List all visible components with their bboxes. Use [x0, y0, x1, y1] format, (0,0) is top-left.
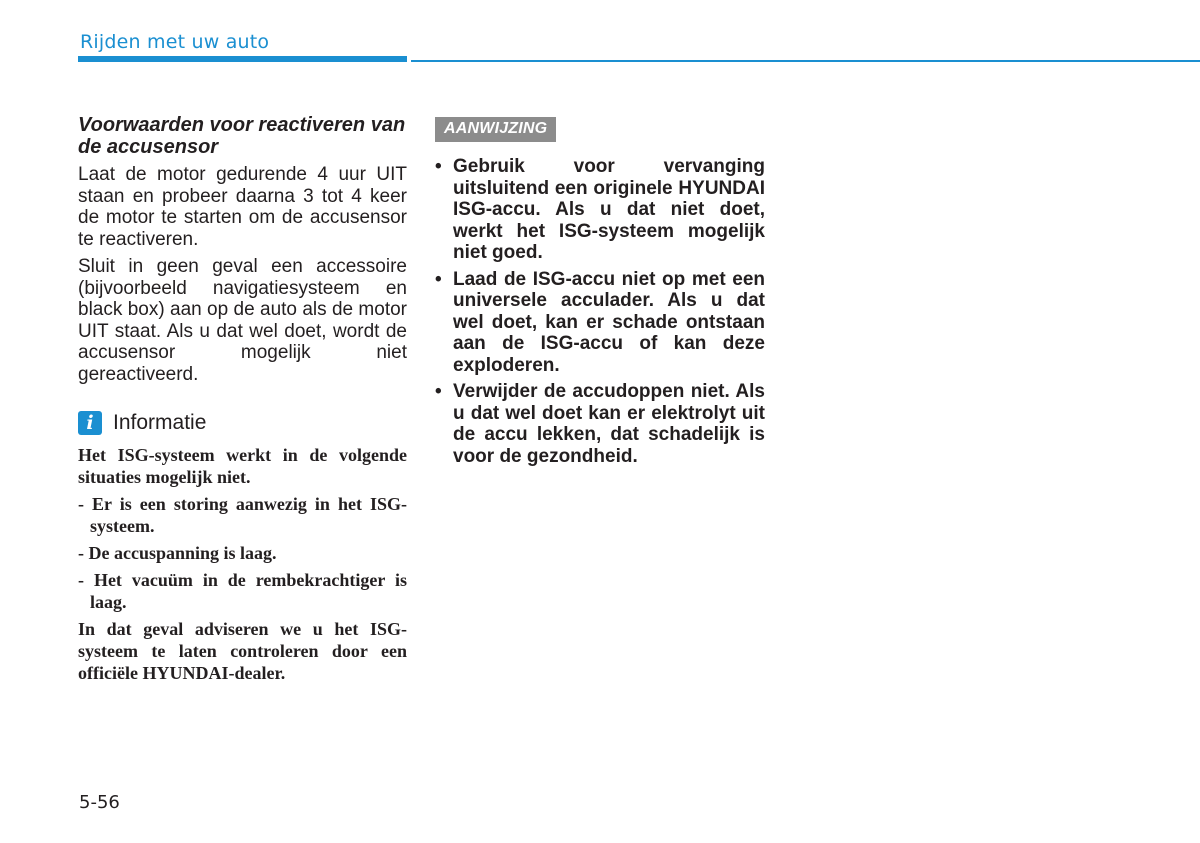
subheading-reactivate-sensor: Voorwaarden voor reactiveren van de accusensor: [78, 114, 406, 158]
notice-item: [435, 156, 765, 264]
notice-item-text: Gebruik voor vervanging uitsluitend een originele HYUNDAI ISG-accu. Als u dat niet doet, werkt het ISG-systeem mogelijk niet goed.: [453, 156, 765, 263]
info-list-item: - De accuspanning is laag.: [78, 543, 277, 563]
info-list-item: - Er is een storing aanwezig in het ISG-systeem.: [78, 494, 407, 536]
section-title: Rijden met uw auto: [80, 31, 270, 53]
notice-badge: AANWIJZING: [435, 117, 556, 142]
info-list-item: - Het vacuüm in de rembekrachtiger is laag.: [78, 570, 407, 612]
info-title: Informatie: [113, 411, 207, 434]
paragraph: Laat de motor gedurende 4 uur UIT staan en probeer daarna 3 tot 4 keer de motor te starten om de accusensor te reactiveren.: [78, 164, 407, 250]
notice-item: [435, 381, 765, 467]
info-intro: Het ISG-systeem werkt in de volgende situaties mogelijk niet.: [78, 445, 407, 487]
info-icon: i: [78, 411, 102, 435]
paragraph: Sluit in geen geval een accessoire (bijvoorbeeld navigatiesysteem en black box) aan op de auto als de motor UIT staat. Als u dat wel doet, wordt de accusensor mogelijk niet gereactiveerd.: [78, 256, 407, 385]
info-heading: [78, 411, 407, 435]
left-column: [78, 114, 407, 689]
page-number: 5-56: [79, 792, 120, 813]
header-rule-thin: [411, 60, 1200, 62]
notice-item-text: Verwijder de accudoppen niet. Als u dat wel doet kan er elektrolyt uit de accu lekken, dat schadelijk is voor de gezondheid.: [453, 381, 765, 467]
notice-column: [435, 117, 765, 472]
info-outro: In dat geval adviseren we u het ISG-systeem te laten controleren door een officiële HYUNDAI-dealer.: [78, 619, 407, 683]
notice-item: [435, 269, 765, 377]
notice-item-text: Laad de ISG-accu niet op met een universele acculader. Als u dat wel doet, kan er schade ontstaan aan de ISG-accu of kan deze exploderen.: [453, 268, 765, 376]
header-rule-thick: [78, 56, 407, 62]
bullet-icon: •: [435, 156, 442, 177]
bullet-icon: •: [435, 381, 442, 402]
bullet-icon: •: [435, 268, 442, 290]
notice-list: [435, 156, 765, 467]
